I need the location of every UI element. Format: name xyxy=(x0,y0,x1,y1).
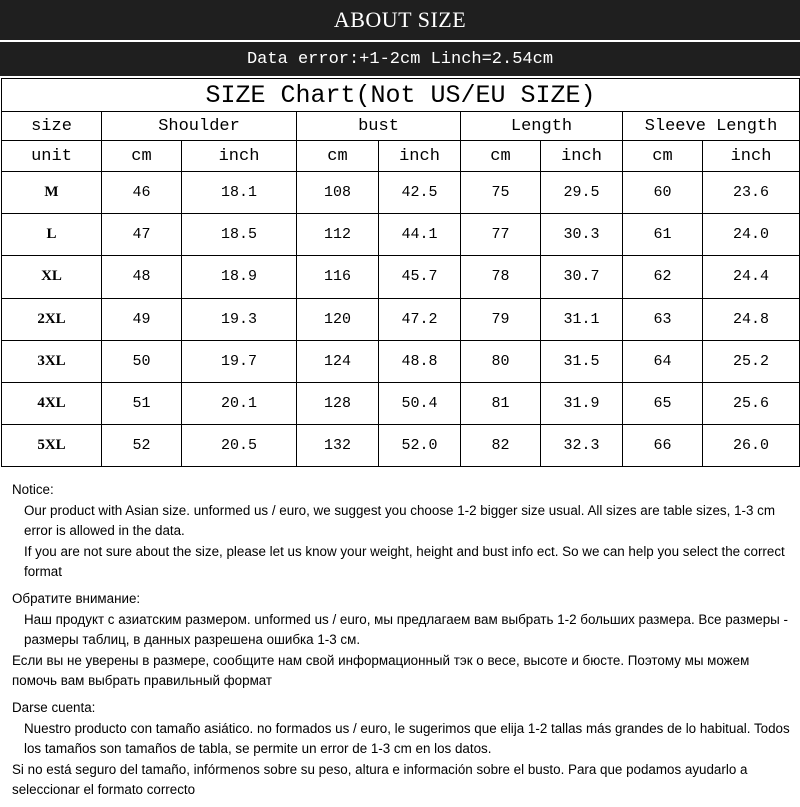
notice-english xyxy=(12,480,792,583)
table-row xyxy=(2,256,800,298)
cell-length-cm: 79 xyxy=(461,298,541,340)
column-header-size: size xyxy=(2,112,102,141)
cell-bust-cm: 108 xyxy=(297,172,379,214)
size-chart-table xyxy=(1,78,800,467)
cell-length-cm: 82 xyxy=(461,424,541,466)
cell-shoulder-cm: 52 xyxy=(102,424,182,466)
unit-inch: inch xyxy=(703,141,800,172)
notice-heading: Обратите внимание: xyxy=(12,590,141,606)
cell-shoulder-inch: 20.1 xyxy=(182,382,297,424)
cell-length-cm: 78 xyxy=(461,256,541,298)
cell-sleeve-inch: 24.0 xyxy=(703,214,800,256)
cell-shoulder-inch: 18.5 xyxy=(182,214,297,256)
unit-cm: cm xyxy=(102,141,182,172)
cell-sleeve-inch: 25.2 xyxy=(703,340,800,382)
notice-heading: Darse cuenta: xyxy=(12,699,96,715)
cell-bust-cm: 112 xyxy=(297,214,379,256)
unit-inch: inch xyxy=(379,141,461,172)
cell-sleeve-cm: 60 xyxy=(623,172,703,214)
cell-length-inch: 32.3 xyxy=(541,424,623,466)
cell-shoulder-inch: 19.3 xyxy=(182,298,297,340)
cell-shoulder-cm: 47 xyxy=(102,214,182,256)
notice-paragraph: Nuestro producto con tamaño asiático. no formados us / euro, le sugerimos que elija 1-2 tallas más grandes de lo habitual. Todos los tamaños son tamaños de tabla, se permite un error de 1-3 cm en los datos. xyxy=(24,720,790,757)
cell-bust-inch: 45.7 xyxy=(379,256,461,298)
column-header-sleeve-length: Sleeve Length xyxy=(623,112,800,141)
cell-size: 3XL xyxy=(2,340,102,382)
unit-cm: cm xyxy=(297,141,379,172)
notice-paragraph: Если вы не уверены в размере, сообщите нам свой информационный тэк о весе, высоте и бюсте. Поэтому мы можем помочь вам выбрать правильный формат xyxy=(12,652,750,689)
cell-length-inch: 30.3 xyxy=(541,214,623,256)
cell-shoulder-cm: 46 xyxy=(102,172,182,214)
cell-shoulder-cm: 50 xyxy=(102,340,182,382)
cell-length-cm: 75 xyxy=(461,172,541,214)
cell-sleeve-inch: 24.8 xyxy=(703,298,800,340)
cell-bust-inch: 50.4 xyxy=(379,382,461,424)
cell-size: M xyxy=(2,172,102,214)
table-row xyxy=(2,340,800,382)
cell-sleeve-inch: 26.0 xyxy=(703,424,800,466)
notice-paragraph: Our product with Asian size. unformed us / euro, we suggest you choose 1-2 bigger size usual. All sizes are table sizes, 1-3 cm error is allowed in the data. xyxy=(24,502,775,539)
unit-cm: cm xyxy=(461,141,541,172)
notice-heading: Notice: xyxy=(12,482,54,497)
cell-length-cm: 77 xyxy=(461,214,541,256)
cell-length-cm: 81 xyxy=(461,382,541,424)
cell-bust-cm: 132 xyxy=(297,424,379,466)
cell-bust-cm: 124 xyxy=(297,340,379,382)
column-header-bust: bust xyxy=(297,112,461,141)
cell-bust-cm: 116 xyxy=(297,256,379,298)
cell-shoulder-cm: 51 xyxy=(102,382,182,424)
cell-size: 5XL xyxy=(2,424,102,466)
cell-shoulder-inch: 19.7 xyxy=(182,340,297,382)
notice-spanish xyxy=(12,698,792,801)
cell-sleeve-cm: 62 xyxy=(623,256,703,298)
table-row xyxy=(2,172,800,214)
cell-bust-inch: 47.2 xyxy=(379,298,461,340)
cell-shoulder-cm: 48 xyxy=(102,256,182,298)
cell-sleeve-inch: 23.6 xyxy=(703,172,800,214)
cell-sleeve-cm: 61 xyxy=(623,214,703,256)
cell-sleeve-inch: 25.6 xyxy=(703,382,800,424)
cell-length-inch: 30.7 xyxy=(541,256,623,298)
table-row xyxy=(2,382,800,424)
data-error-note: Data error:+1-2cm Linch=2.54cm xyxy=(0,40,800,76)
notice-paragraph: Наш продукт с азиатским размером. unformed us / euro, мы предлагаем вам выбрать 1-2 больших размера. Все размеры - размеры таблиц, в данных разрешена ошибка 1-3 см. xyxy=(24,611,788,648)
table-row xyxy=(2,424,800,466)
cell-sleeve-cm: 65 xyxy=(623,382,703,424)
notice-russian xyxy=(12,589,792,692)
cell-shoulder-inch: 20.5 xyxy=(182,424,297,466)
unit-inch: inch xyxy=(182,141,297,172)
cell-bust-inch: 48.8 xyxy=(379,340,461,382)
table-row xyxy=(2,214,800,256)
cell-length-inch: 31.5 xyxy=(541,340,623,382)
cell-size: 2XL xyxy=(2,298,102,340)
cell-bust-cm: 128 xyxy=(297,382,379,424)
unit-label: unit xyxy=(2,141,102,172)
cell-bust-cm: 120 xyxy=(297,298,379,340)
cell-length-inch: 31.1 xyxy=(541,298,623,340)
column-header-length: Length xyxy=(461,112,623,141)
cell-sleeve-cm: 64 xyxy=(623,340,703,382)
notice-paragraph: Si no está seguro del tamaño, infórmenos sobre su peso, altura e información sobre el busto. Para que podamos ayudarlo a seleccionar el formato correcto xyxy=(12,761,748,798)
unit-cm: cm xyxy=(623,141,703,172)
cell-size: 4XL xyxy=(2,382,102,424)
size-notes xyxy=(12,480,792,807)
size-chart-title: SIZE Chart(Not US/EU SIZE) xyxy=(2,79,800,112)
cell-shoulder-cm: 49 xyxy=(102,298,182,340)
cell-length-inch: 29.5 xyxy=(541,172,623,214)
cell-bust-inch: 42.5 xyxy=(379,172,461,214)
page-title: ABOUT SIZE xyxy=(0,0,800,40)
cell-sleeve-inch: 24.4 xyxy=(703,256,800,298)
cell-bust-inch: 52.0 xyxy=(379,424,461,466)
cell-length-inch: 31.9 xyxy=(541,382,623,424)
cell-length-cm: 80 xyxy=(461,340,541,382)
cell-shoulder-inch: 18.9 xyxy=(182,256,297,298)
unit-inch: inch xyxy=(541,141,623,172)
cell-sleeve-cm: 66 xyxy=(623,424,703,466)
cell-shoulder-inch: 18.1 xyxy=(182,172,297,214)
column-header-shoulder: Shoulder xyxy=(102,112,297,141)
table-row xyxy=(2,298,800,340)
notice-paragraph: If you are not sure about the size, please let us know your weight, height and bust info ect. So we can help you select the correct format xyxy=(24,543,785,580)
cell-size: L xyxy=(2,214,102,256)
cell-size: XL xyxy=(2,256,102,298)
cell-bust-inch: 44.1 xyxy=(379,214,461,256)
cell-sleeve-cm: 63 xyxy=(623,298,703,340)
